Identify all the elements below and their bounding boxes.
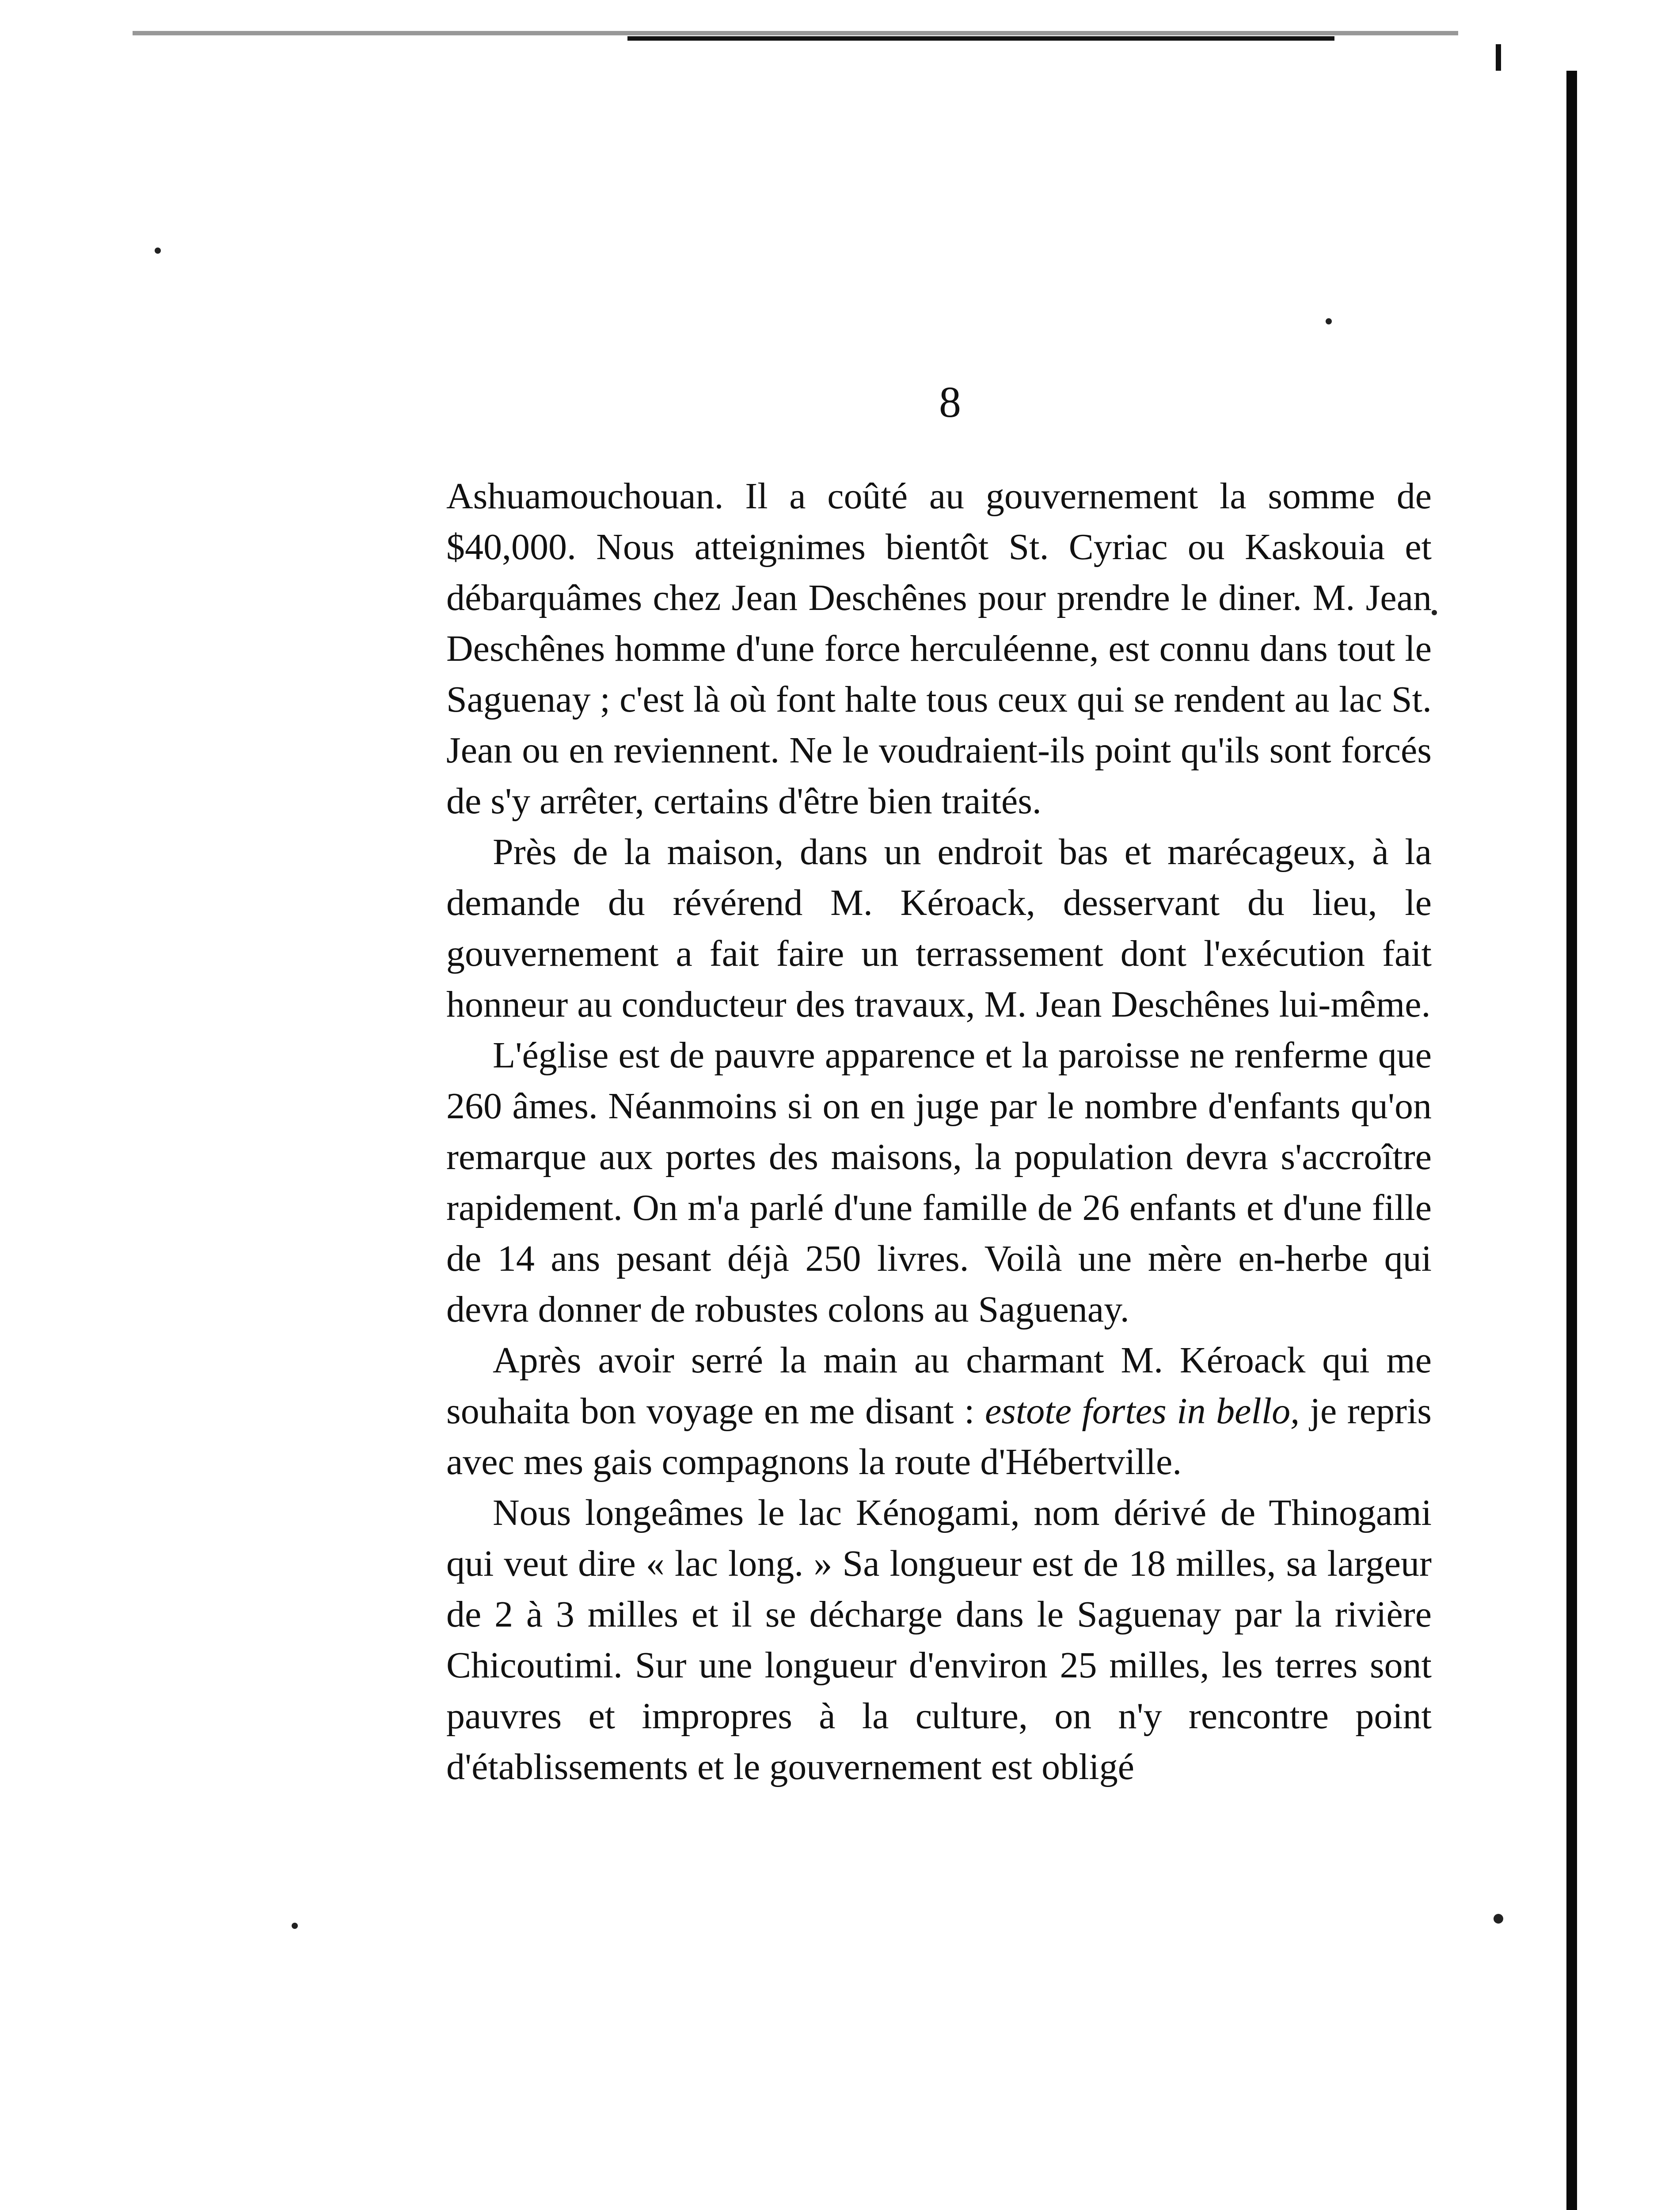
page-number: 8 [939, 377, 961, 427]
scan-top-rule-dark [627, 36, 1334, 41]
scan-speck [1432, 610, 1437, 615]
italic-phrase: estote fortes in bello, [984, 1391, 1300, 1432]
text-run: Ashuamouchouan. Il a coûté au gouvernement la somme de $40,000. Nous atteignimes bientôt St. Cyriac ou Kaskouia et débarquâmes chez Jean Deschênes pour prendre le diner. M. Jean Deschênes homme d'une force herculéenne, est connu dans tout le Saguenay ; c'est là où font halte tous ceux qui se rendent au lac St. Jean ou en reviennent. Ne le voudraient-ils point qu'ils sont forcés de s'y arrêter, certains d'être bien traités. [446, 476, 1432, 822]
text-run: L'église est de pauvre apparence et la paroisse ne renferme que 260 âmes. Néanmoins si on en juge par le nombre d'enfants qu'on remarque aux portes des maisons, la population devra s'accroître rapidement. On m'a parlé d'une famille de 26 enfants et d'une fille de 14 ans pesant déjà 250 livres. Voilà une mère en-herbe qui devra donner de robustes colons au Saguenay. [446, 1035, 1432, 1330]
text-run: Nous longeâmes le lac Kénogami, nom dérivé de Thinogami qui veut dire « lac long. » Sa longueur est de 18 milles, sa largeur de 2 à 3 milles et il se décharge dans le Saguenay par la rivière Chicoutimi. Sur une longueur d'environ 25 milles, les terres sont pauvres et impropres à la culture, on n'y rencontre point d'établissements et le gouvernement est obligé [446, 1492, 1432, 1787]
text-run: Après avoir serré la main au charmant M. Kéroack qui me souhaita bon voyage en me disant : [446, 1340, 1432, 1432]
scan-right-edge [1566, 71, 1577, 2210]
scan-speck [155, 248, 161, 254]
scan-edge-tick [1496, 44, 1501, 71]
scan-speck [1494, 1914, 1503, 1924]
text-run: je repris avec mes gais compagnons la route d'Hébertville. [446, 1391, 1432, 1482]
scan-speck [1326, 318, 1332, 324]
scan-top-rule [133, 31, 1458, 35]
paragraph [446, 1030, 1432, 1335]
paragraph [446, 827, 1432, 1030]
text-run: Près de la maison, dans un endroit bas et marécageux, à la demande du révérend M. Kéroack, desservant du lieu, le gouvernement a fait faire un terrassement dont l'exécution fait honneur au conducteur des travaux, M. Jean Deschênes lui-même. [446, 831, 1432, 1025]
paragraph [446, 1335, 1432, 1487]
scan-speck [292, 1923, 298, 1929]
paragraph [446, 1487, 1432, 1792]
body-text [446, 471, 1432, 1792]
paragraph [446, 471, 1432, 827]
